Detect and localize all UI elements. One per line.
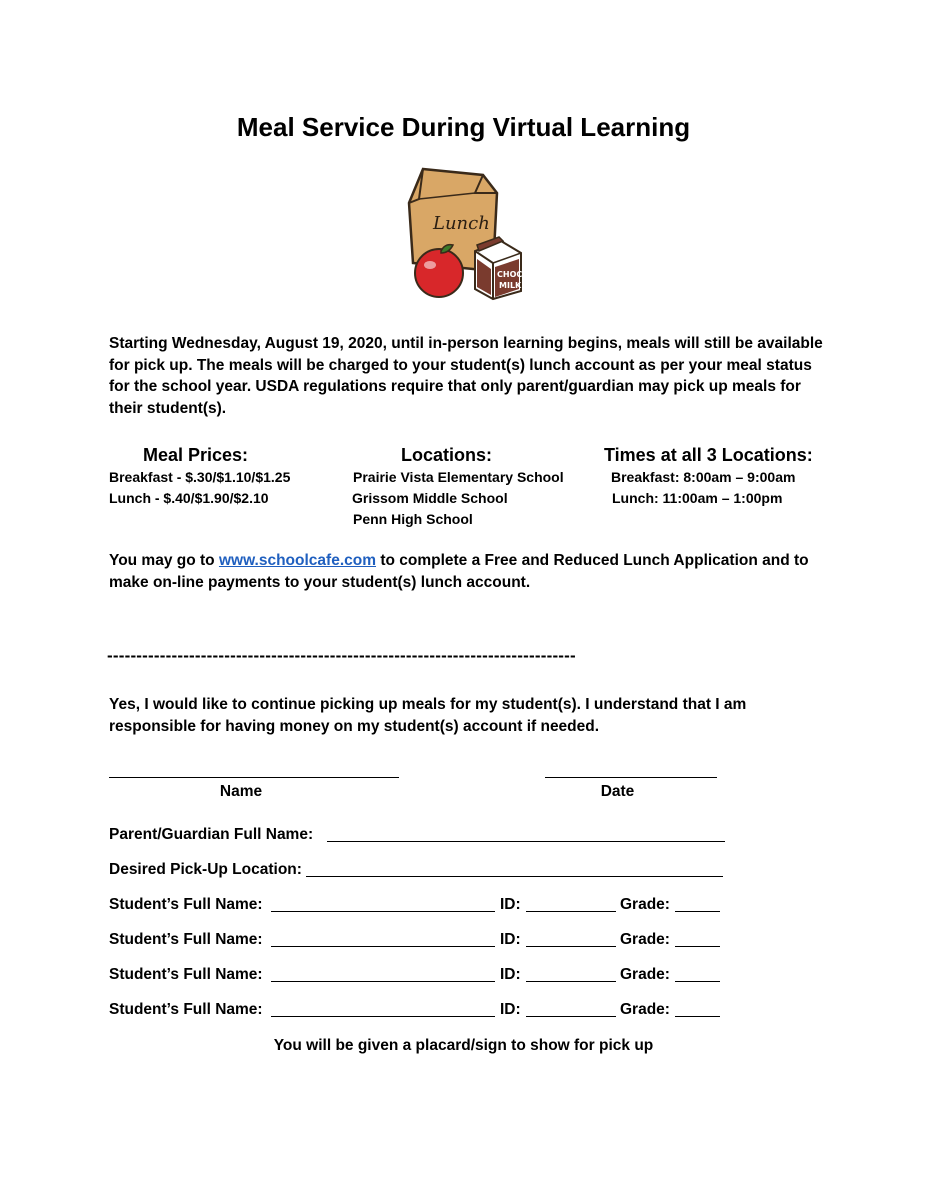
student-id-label: ID: <box>500 1001 521 1018</box>
locations-column <box>352 443 564 530</box>
prices-column <box>109 443 290 509</box>
student-id-label: ID: <box>500 896 521 913</box>
lunch-bag-illustration <box>405 163 530 303</box>
student-grade-field[interactable] <box>675 981 720 982</box>
student-name-field[interactable] <box>271 946 495 947</box>
student-name-field[interactable] <box>271 1016 495 1017</box>
guardian-label: Parent/Guardian Full Name: <box>109 826 314 843</box>
location-row <box>109 859 729 881</box>
student-name-label: Student’s Full Name: <box>109 931 263 948</box>
online-paragraph <box>109 550 829 593</box>
student-name-label: Student’s Full Name: <box>109 896 263 913</box>
name-label: Name <box>219 783 263 800</box>
student-grade-label: Grade: <box>620 931 670 948</box>
student-id-field[interactable] <box>526 981 616 982</box>
times-heading: Times at all 3 Locations: <box>604 445 813 465</box>
intro-paragraph: Starting Wednesday, August 19, 2020, until in-person learning begins, meals will still be available for pick up. The meals will be charged to your student(s) lunch account as per your meal status for the school year. USDA regulations require that only parent/guardian may pick up meals for their student(s). <box>109 335 823 417</box>
page-title: Meal Service During Virtual Learning <box>236 112 691 142</box>
guardian-name-field[interactable] <box>327 841 725 842</box>
pickup-location-label: Desired Pick-Up Location: <box>109 861 302 878</box>
student-grade-field[interactable] <box>675 946 720 947</box>
student-row <box>109 999 729 1021</box>
student-id-label: ID: <box>500 931 521 948</box>
breakfast-price: Breakfast - $.30/$1.10/$1.25 <box>109 469 291 485</box>
lunch-price: Lunch - $.40/$1.90/$2.10 <box>109 490 269 506</box>
date-signature-line[interactable] <box>545 777 717 778</box>
online-prefix: You may go to <box>109 552 219 569</box>
lunch-time: Lunch: 11:00am – 1:00pm <box>612 490 783 506</box>
student-id-field[interactable] <box>526 911 616 912</box>
student-name-field[interactable] <box>271 911 495 912</box>
apple-shape <box>415 249 463 297</box>
schoolcafe-link[interactable]: www.schoolcafe.com <box>218 552 377 569</box>
student-id-field[interactable] <box>526 1016 616 1017</box>
student-grade-label: Grade: <box>620 896 670 913</box>
student-row <box>109 964 729 986</box>
student-name-field[interactable] <box>271 981 495 982</box>
student-row <box>109 894 729 916</box>
name-signature-line[interactable] <box>109 777 399 778</box>
online-suffix: to complete a Free and Reduced Lunch Application and to make on-line payments to your student(s) lunch account. <box>109 552 809 591</box>
milk-label-top: CHOCO <box>497 270 530 279</box>
location-item: Penn High School <box>353 511 473 527</box>
student-grade-field[interactable] <box>675 911 720 912</box>
locations-heading: Locations: <box>401 445 493 465</box>
milk-label-bottom: MILK <box>499 281 522 290</box>
consent-paragraph: Yes, I would like to continue picking up meals for my student(s). I understand that I am responsible for having money on my student(s) account if needed. <box>109 696 747 735</box>
student-grade-field[interactable] <box>675 1016 720 1017</box>
student-name-label: Student’s Full Name: <box>109 1001 263 1018</box>
prices-heading: Meal Prices: <box>143 445 249 465</box>
location-item: Grissom Middle School <box>352 490 508 506</box>
pickup-location-field[interactable] <box>306 876 723 877</box>
cut-line-divider: -------------------------------------------------------------------------------- <box>107 646 576 665</box>
times-column <box>604 443 813 509</box>
student-id-field[interactable] <box>526 946 616 947</box>
bag-label: Lunch <box>433 213 490 234</box>
student-name-label: Student’s Full Name: <box>109 966 263 983</box>
location-item: Prairie Vista Elementary School <box>353 469 564 485</box>
pickup-footer-note: You will be given a placard/sign to show for pick up <box>273 1037 654 1054</box>
student-id-label: ID: <box>500 966 521 983</box>
student-grade-label: Grade: <box>620 1001 670 1018</box>
guardian-row <box>109 824 729 846</box>
student-row <box>109 929 729 951</box>
breakfast-time: Breakfast: 8:00am – 9:00am <box>611 469 796 485</box>
student-grade-label: Grade: <box>620 966 670 983</box>
date-label: Date <box>600 783 635 800</box>
